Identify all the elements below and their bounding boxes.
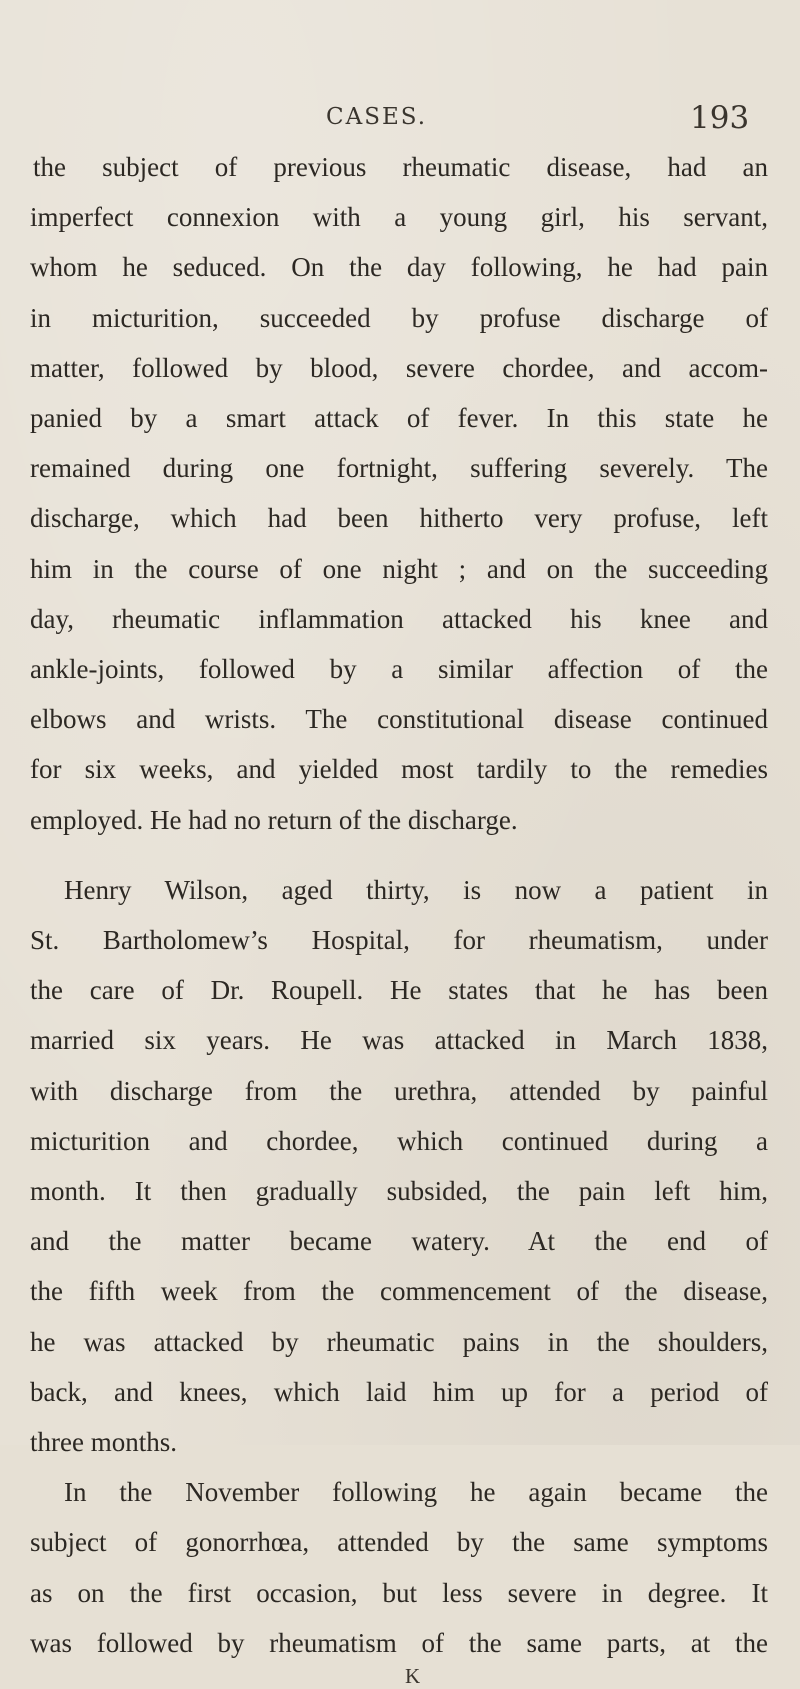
- text-line: day, rheumatic inflammation attacked his knee and: [30, 603, 768, 634]
- text-line: back, and knees, which laid him up for a period of: [30, 1376, 768, 1407]
- text-line: panied by a smart attack of fever. In this state he: [30, 403, 768, 433]
- text-line: as on the first occasion, but less severe in degree. It: [30, 1577, 768, 1608]
- text-line: In the November following he again became the: [64, 1477, 768, 1508]
- text-line: the care of Dr. Roupell. He states that he has been: [30, 975, 768, 1006]
- text-line: in micturition, succeeded by profuse discharge of: [30, 302, 768, 333]
- text-line: discharge, which had been hitherto very profuse, left: [30, 503, 768, 534]
- text-line: him in the course of one night ; and on the succeeding: [30, 553, 768, 584]
- text-line: employed. He had no return of the discharge.: [30, 804, 518, 835]
- text-line: the subject of previous rheumatic disease, had an: [33, 152, 768, 182]
- text-line: St. Bartholomew’s Hospital, for rheumatism, under: [30, 925, 768, 955]
- text-line: micturition and chordee, which continued during a: [30, 1125, 768, 1156]
- text-line: whom he seduced. On the day following, he had pain: [30, 252, 768, 283]
- text-line: remained during one fortnight, suffering severely. The: [30, 453, 768, 484]
- text-line: Henry Wilson, aged thirty, is now a patient in: [64, 874, 768, 905]
- text-line: ankle-joints, followed by a similar affection of the: [30, 654, 768, 684]
- running-head: [0, 100, 800, 140]
- text-line: imperfect connexion with a young girl, his servant,: [30, 202, 768, 233]
- running-head-title: CASES.: [326, 104, 428, 130]
- text-line: was followed by rheumatism of the same parts, at the: [30, 1627, 768, 1658]
- text-line: he was attacked by rheumatic pains in the shoulders,: [30, 1326, 768, 1357]
- text-line: for six weeks, and yielded most tardily to the remedies: [30, 754, 768, 785]
- text-line: month. It then gradually subsided, the pain left him,: [30, 1176, 768, 1206]
- text-line: subject of gonorrhœa, attended by the same symptoms: [30, 1527, 768, 1558]
- signature-mark: K: [405, 1664, 421, 1688]
- text-line: with discharge from the urethra, attended by painful: [30, 1075, 768, 1106]
- text-line: elbows and wrists. The constitutional disease continued: [30, 704, 768, 735]
- text-line: matter, followed by blood, severe chordee, and accom-: [30, 352, 768, 383]
- text-line: three months.: [30, 1427, 177, 1457]
- text-line: the fifth week from the commencement of the disease,: [30, 1276, 768, 1307]
- text-line: married six years. He was attacked in March 1838,: [30, 1025, 768, 1056]
- text-line: and the matter became watery. At the end of: [30, 1226, 768, 1257]
- page-number: 193: [690, 100, 750, 136]
